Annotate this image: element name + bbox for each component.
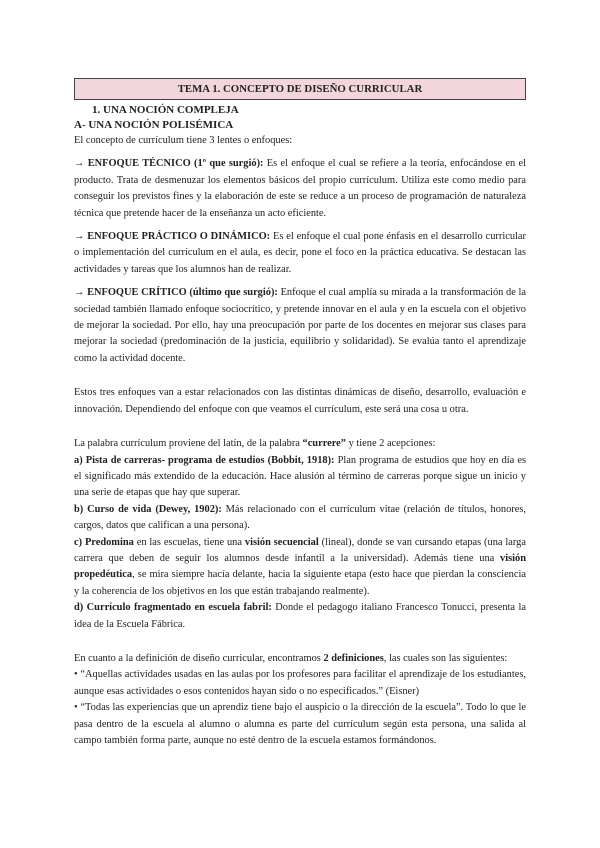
- section-heading-1: 1. UNA NOCIÓN COMPLEJA: [92, 104, 239, 116]
- enfoque-tecnico: [74, 156, 526, 222]
- definicion-1: • “Aquellas actividades usadas en las aulas por los profesores para facilitar el aprendizaje de los estudiantes, aunque esas actividades o esos contenidos hayan sido o no especificados.” (Eisner): [74, 669, 526, 697]
- acepcion-a-text: Plan programa de estudios que hoy en día es el significado más extendido de la educación. Hace alusión al término de carreras porque sigue un inicio y una serie de etapas que hay que superar.: [74, 454, 526, 499]
- definicion-pre: En cuanto a la definición de diseño curricular, encontramos: [74, 652, 324, 664]
- palabra-word: “currere”: [302, 438, 346, 450]
- enfoque-critico: [74, 285, 526, 367]
- enfoque-tecnico-text: Es el enfoque el cual se refiere a la teoría, enfocándose en el producto. Trata de desmenuzar los elementos básicos del propio currículum. Utiliza este como medio para conseguir los previstos fines y la elaboración de este se reduce a un proceso de programación de naturaleza técnica que pretende hacer de la enseñanza un acto eficiente.: [74, 158, 526, 219]
- page-title: TEMA 1. CONCEPTO DE DISEÑO CURRICULAR: [74, 78, 526, 100]
- definicion-post: , las cuales son las siguientes:: [383, 652, 508, 664]
- relacion-paragraph: Estos tres enfoques van a estar relacionados con las distintas dinámicas de diseño, desarrollo, evaluación e innovación. Dependiendo del enfoque con que veamos el currículum, este será una cosa u otra.: [74, 387, 526, 415]
- acepcion-a-label: a) Pista de carreras- programa de estudios (Bobbit, 1918):: [74, 454, 335, 466]
- enfoque-critico-text: Enfoque el cual amplía su mirada a la transformación de la sociedad también llamado enfoque sociocrítico, y pretende innovar en el aula y en la escuela con el objetivo de mejorar la sociedad. Por ello, hay una preocupación por parte de los docentes en mejorar sus clases para mejorar la sociedad (predominación de la justicia, equilibrio y solidaridad). Se evalúa tanto el aprendizaje como la actividad docente.: [74, 287, 526, 364]
- palabra-post: y tiene 2 acepciones:: [345, 438, 436, 450]
- enfoque-practico-text: Es el enfoque el cual pone énfasis en el desarrollo curricular o implementación del currículum en el aula, es decir, pone el foco en la práctica educativa. Se destacan las actividades y tareas que los alumnos han de realizar.: [74, 231, 526, 275]
- acepcion-c-t3: , se mira siempre hacía delante, hacia la siguiente etapa (esto hace que pierdan la consciencia y la coherencia de los objetivos en los que están trabajando realmente).: [74, 569, 526, 597]
- enfoque-practico: [74, 229, 526, 278]
- acepcion-c-label: c) Predomina: [74, 536, 134, 548]
- acepcion-b-label: b) Curso de vida (Dewey, 1902):: [74, 503, 222, 515]
- palabra-pre: La palabra currículum proviene del latín, de la palabra: [74, 438, 303, 450]
- section-heading-a: A- UNA NOCIÓN POLISÉMICA: [74, 119, 234, 131]
- acepcion-a: [74, 453, 526, 502]
- definicion-2: • “Todas las experiencias que un aprendiz tiene bajo el auspicio o la dirección de la escuela”. Todo lo que le pasa dentro de la escuela al alumno o alumna es parte del currículum según esta persona, una salida al campo también forma parte, aunque no esté dentro de la escuela estamos formándonos.: [74, 702, 526, 746]
- acepcion-b: [74, 502, 526, 535]
- acepcion-c-b2: visión propedéutica: [74, 552, 526, 581]
- enfoque-tecnico-label: → ENFOQUE TÉCNICO (1º que surgió):: [74, 158, 264, 170]
- acepcion-c-t2: (lineal), donde se van cursando etapas (una larga carrera que deben de seguir los alumnos desde infantil a la universidad). Además tiene una: [74, 536, 526, 564]
- acepcion-d-text: Donde el pedagogo italiano Francesco Tonucci, presenta la idea de la Escuela Fábrica.: [74, 602, 526, 630]
- definicion-bold: 2 definiciones: [323, 652, 384, 664]
- acepcion-b-text: Más relacionado con el currículum vitae (relación de títulos, honores, cargos, datos que califican a una persona).: [74, 503, 526, 532]
- acepcion-d: [74, 600, 526, 633]
- intro-text: El concepto de currículum tiene 3 lentes o enfoques:: [74, 135, 293, 146]
- acepcion-c: [74, 535, 526, 601]
- definicion-paragraph: [74, 651, 526, 667]
- enfoque-practico-label: → ENFOQUE PRÁCTICO O DINÁMICO:: [74, 231, 271, 243]
- acepcion-c-t1: en las escuelas, tiene una: [133, 536, 245, 548]
- palabra-paragraph: [74, 436, 526, 452]
- enfoque-critico-label: → ENFOQUE CRÍTICO (último que surgió):: [74, 287, 278, 299]
- acepcion-d-label: d) Currículo fragmentado en escuela fabril:: [74, 602, 272, 614]
- document-page: [74, 78, 526, 749]
- acepcion-c-b1: visión secuencial: [244, 536, 319, 548]
